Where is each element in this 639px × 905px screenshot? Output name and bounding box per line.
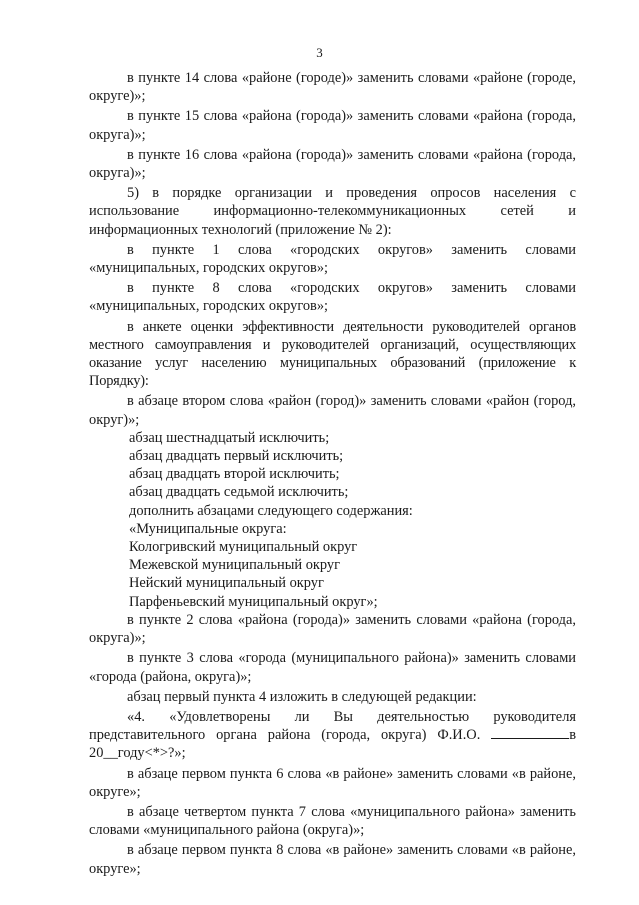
paragraph-point-8: в пункте 8 слова «городских округов» заменить словами «муниципальных, городских округов»; [89,280,576,315]
paragraph-add-abzacs: дополнить абзацами следующего содержания: [129,502,413,519]
paragraph-kologriv: Кологривский муниципальный округ [129,539,358,556]
paragraph-exclude-22: абзац двадцать второй исключить; [129,466,340,483]
paragraph-exclude-16: абзац шестнадцатый исключить; [129,429,330,446]
paragraph-exclude-27: абзац двадцать седьмой исключить; [129,484,349,501]
paragraph-point-2: в пункте 2 слова «района (города)» заменить словами «района (города, округа)»; [89,611,576,647]
paragraph-section-5: 5) в порядке организации и проведения опросов населения с использование информационно-телекоммуникационных сетей и информационных технологий (приложение № 2): [89,185,576,238]
paragraph-point-1: в пункте 1 слова «городских округов» заменить словами «муниципальных, городских округов»; [89,241,576,277]
paragraph-exclude-21: абзац двадцать первый исключить; [129,448,344,465]
document-body [89,69,576,878]
paragraph-point-8-abzac: в абзаце первом пункта 8 слова «в районе» заменить словами «в районе, округе»; [89,842,576,877]
paragraph-questionnaire: в анкете оценки эффективности деятельности руководителей органов местного самоуправления и руководителей организаций, осуществляющих оказание услуг населению муниципальных образований (приложение к Порядку): [89,318,576,390]
paragraph-point-4-text [89,708,576,763]
paragraph-point-4-intro: абзац первый пункта 4 изложить в следующей редакции: [127,688,477,705]
page-number: 3 [316,45,323,60]
paragraph-point-14: в пункте 14 слова «районе (городе)» заменить словами «районе (городе, округе)»; [89,70,576,105]
paragraph-municipal-districts-heading: «Муниципальные округа: [129,520,287,537]
paragraph-mezha: Межевской муниципальный округ [129,557,341,574]
paragraph-parfenyevo: Парфеньевский муниципальный округ»; [129,593,378,610]
paragraph-point-7: в абзаце четвертом пункта 7 слова «муниципального района» заменить словами «муниципального района (округа)»; [89,803,576,839]
point-4-text-before: «4. «Удовлетворены ли Вы деятельностью руководителя представительного органа района (города, округа) Ф.И.О. [89,708,576,744]
paragraph-second-abzac: в абзаце втором слова «район (город)» заменить словами «район (город, округ)»; [89,393,576,428]
paragraph-neya: Нейский муниципальный округ [129,575,324,592]
point-4-text-after: в 20__году<*>?»; [89,727,576,762]
paragraph-point-15: в пункте 15 слова «района (города)» заменить словами «района (города, округа)»; [89,108,576,143]
name-blank-line [491,726,569,739]
paragraph-point-3: в пункте 3 слова «города (муниципального района)» заменить словами «города (района, округа)»; [89,650,576,685]
paragraph-point-16: в пункте 16 слова «района (города)» заменить словами «района (города, округа)»; [89,146,576,182]
paragraph-point-6: в абзаце первом пункта 6 слова «в районе» заменить словами «в районе, округе»; [89,765,576,800]
